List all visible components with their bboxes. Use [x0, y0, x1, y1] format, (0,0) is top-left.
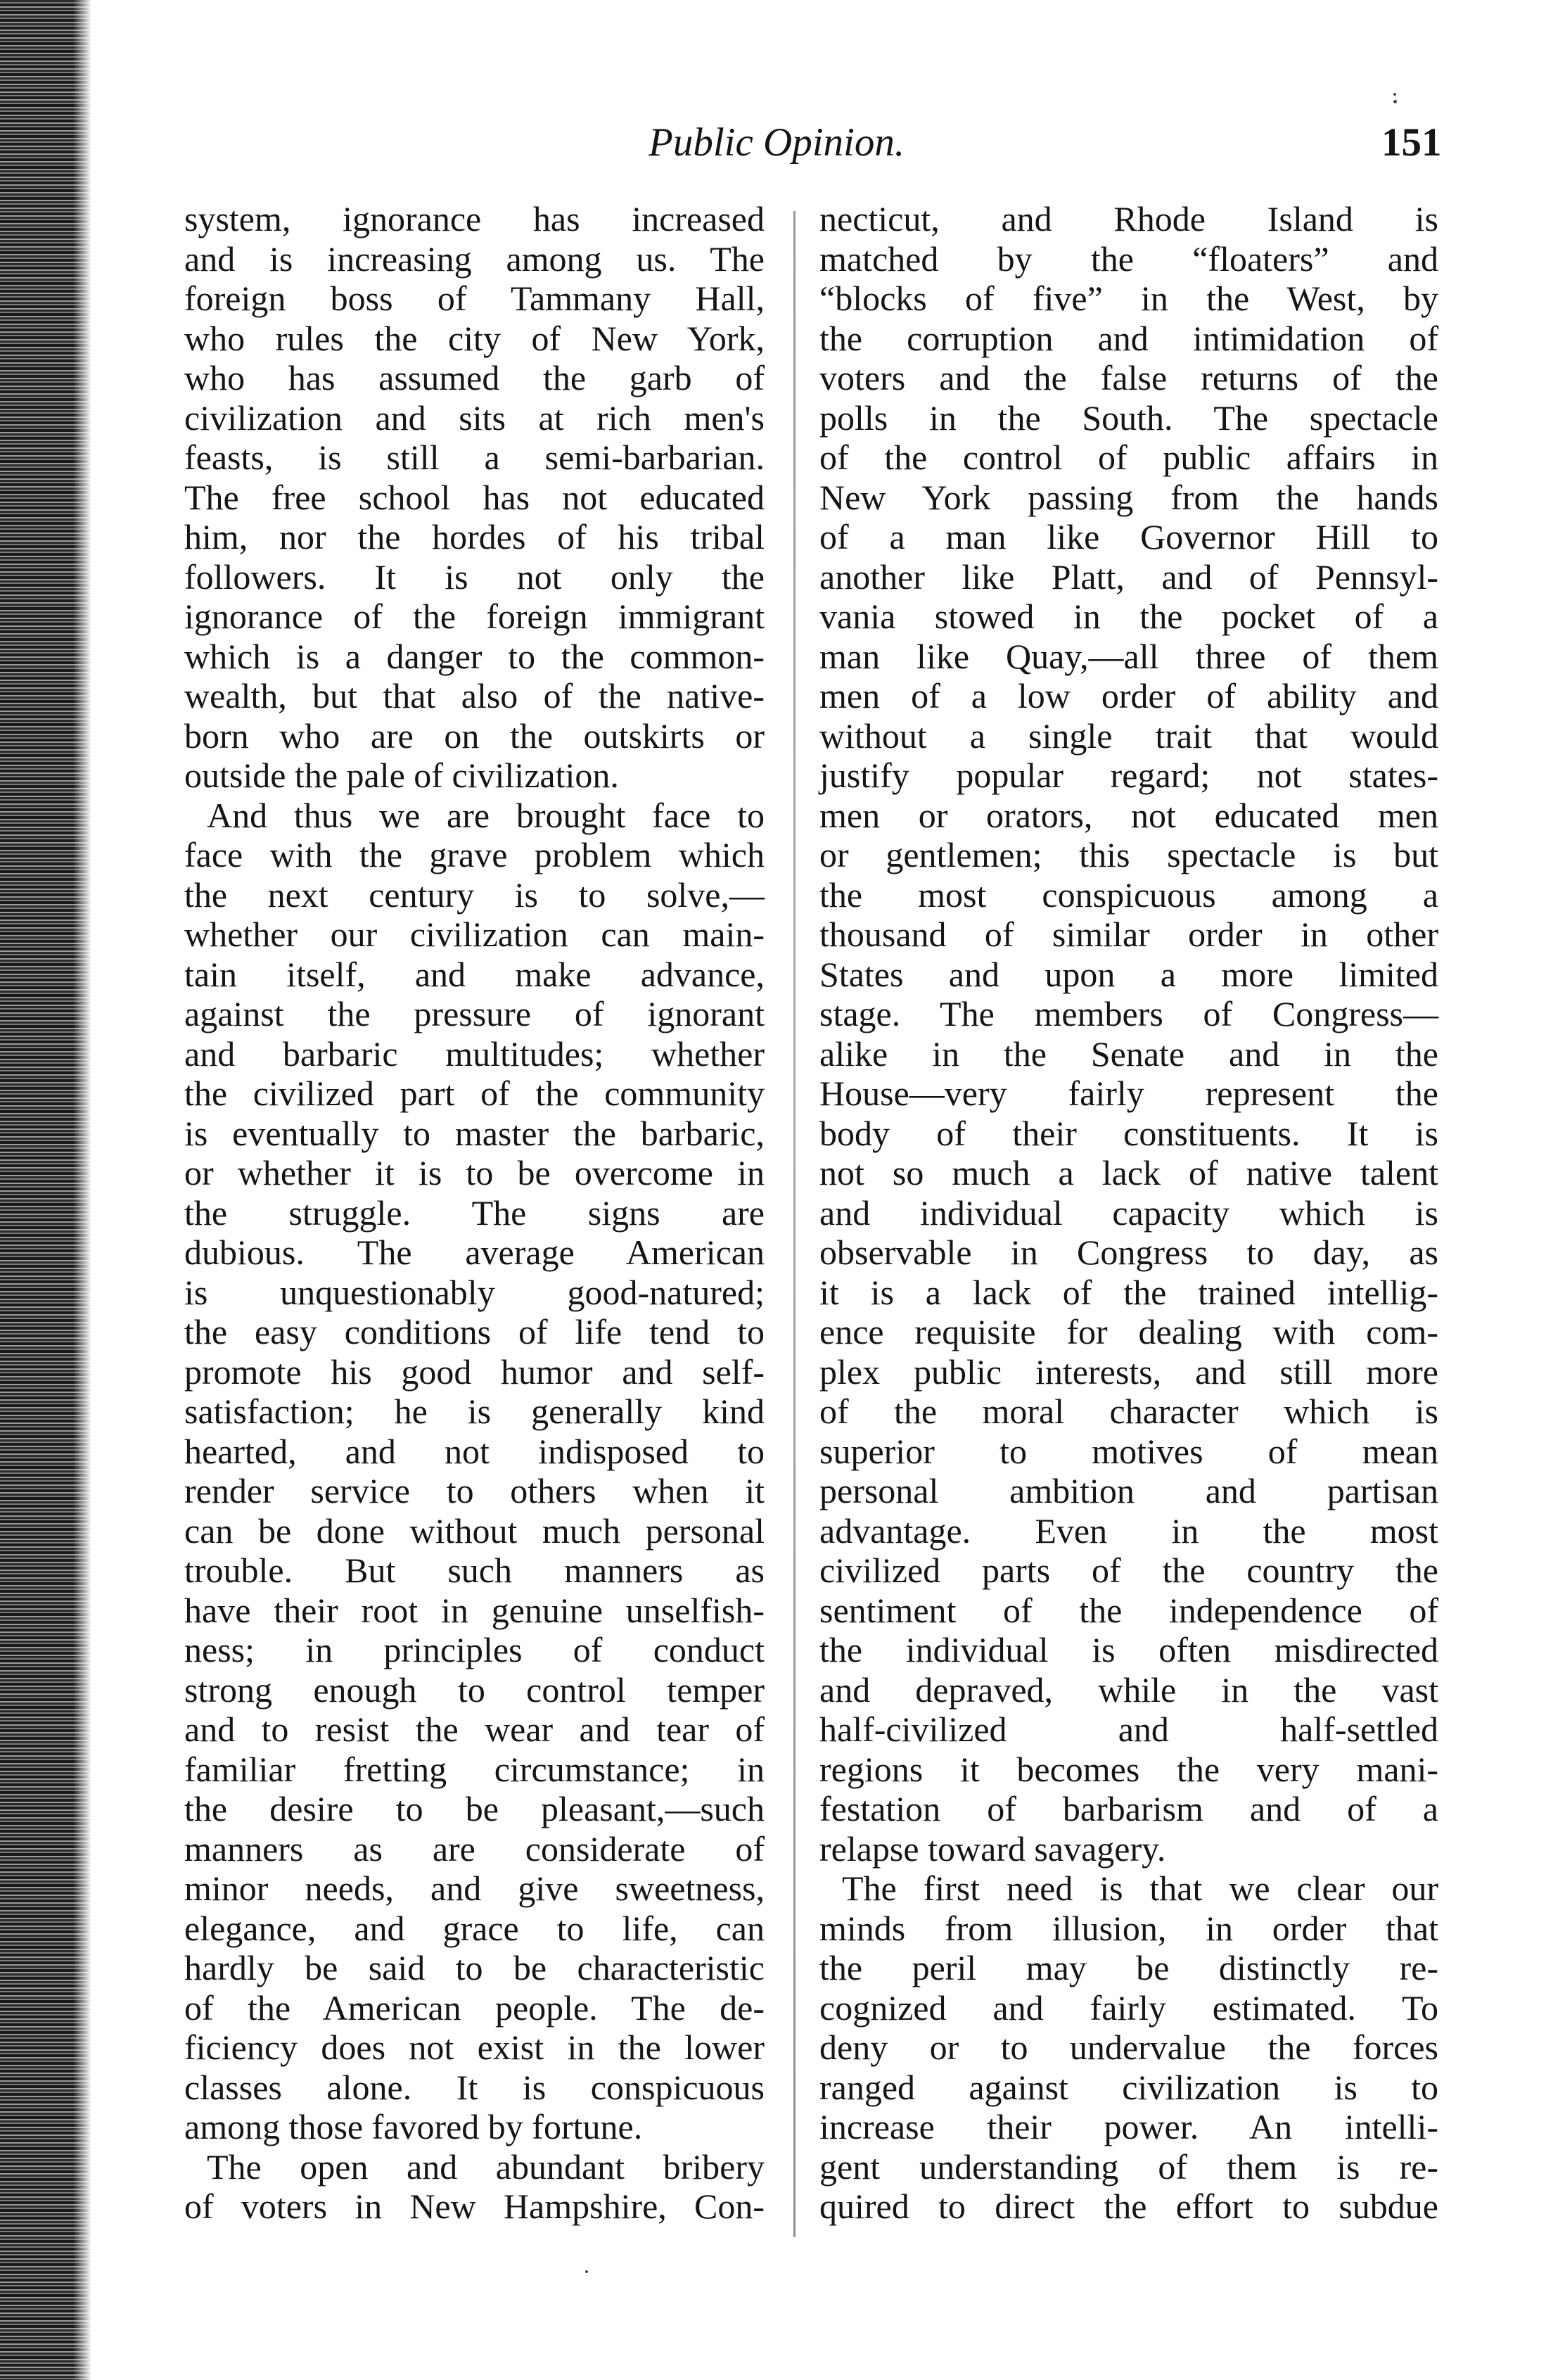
text-line: plex public interests, and still more: [819, 1351, 1438, 1392]
running-title: Public Opinion.: [649, 120, 905, 165]
text-line: increase their power. An intelli-: [819, 2107, 1438, 2146]
text-line: or gentlemen; this spectacle is but: [819, 835, 1438, 874]
text-line: quired to direct the effort to subdue: [819, 2187, 1438, 2226]
text-line: not so much a lack of native talent: [819, 1153, 1438, 1192]
print-speck: [1393, 100, 1397, 103]
text-line: is eventually to master the barbaric,: [184, 1113, 765, 1153]
text-line: of the moral character which is: [819, 1392, 1438, 1431]
text-line: among those favored by fortune.: [184, 2107, 643, 2146]
text-line: half-civilized and half-settled: [819, 1710, 1438, 1749]
text-line: trouble. But such manners as: [184, 1551, 765, 1590]
text-line: whether our civilization can main-: [184, 915, 765, 954]
text-line: stage. The members of Congress—: [819, 994, 1438, 1033]
text-line: ence requisite for dealing with com-: [819, 1312, 1438, 1351]
text-line: polls in the South. The spectacle: [819, 397, 1438, 438]
text-line: have their root in genuine unselfish-: [184, 1590, 765, 1630]
text-line: men or orators, not educated men: [819, 795, 1438, 835]
text-line: the corruption and intimidation of: [819, 318, 1438, 358]
text-line: The first need is that we clear our: [842, 1869, 1438, 1908]
text-line: who has assumed the garb of: [184, 358, 765, 397]
text-line: and individual capacity which is: [819, 1192, 1438, 1233]
text-line: thousand of similar order in other: [819, 915, 1438, 954]
page-number: 151: [1381, 120, 1442, 165]
text-line: of a man like Governor Hill to: [819, 517, 1438, 556]
text-line: satisfaction; he is generally kind: [184, 1392, 765, 1431]
text-line: classes alone. It is conspicuous: [184, 2067, 765, 2107]
text-line: who rules the city of New York,: [184, 318, 765, 358]
text-line: personal ambition and partisan: [819, 1471, 1438, 1510]
text-line: the next century is to solve,—: [184, 874, 765, 915]
text-line: dubious. The average American: [184, 1233, 765, 1272]
text-line: him, nor the hordes of his tribal: [184, 517, 765, 556]
column-divider: [793, 211, 796, 2237]
text-line: matched by the “floaters” and: [819, 238, 1438, 279]
text-line: which is a danger to the common-: [184, 636, 765, 676]
text-line: advantage. Even in the most: [819, 1510, 1438, 1551]
text-line: gent understanding of them is re-: [819, 2146, 1438, 2187]
text-line: another like Platt, and of Pennsyl-: [819, 556, 1438, 597]
text-line: the desire to be pleasant,—such: [184, 1789, 765, 1828]
text-line: deny or to undervalue the forces: [819, 2028, 1438, 2067]
text-line: it is a lack of the trained intellig-: [819, 1272, 1438, 1312]
text-line: ficiency does not exist in the lower: [184, 2028, 765, 2067]
text-line: man like Quay,—all three of them: [819, 636, 1438, 676]
text-line: without a single trait that would: [819, 715, 1438, 756]
print-speck: [585, 2270, 588, 2273]
text-line: necticut, and Rhode Island is: [819, 199, 1438, 238]
text-line: hardly be said to be characteristic: [184, 1948, 765, 1987]
text-line: festation of barbarism and of a: [819, 1789, 1438, 1828]
text-line: regions it becomes the very mani-: [819, 1749, 1438, 1789]
text-line: justify popular regard; not states-: [819, 756, 1438, 795]
text-line: or whether it is to be overcome in: [184, 1153, 765, 1192]
text-line: and to resist the wear and tear of: [184, 1710, 765, 1749]
text-line: minor needs, and give sweetness,: [184, 1869, 765, 1908]
text-line: civilization and sits at rich men's: [184, 397, 765, 438]
text-line: the civilized part of the community: [184, 1074, 765, 1113]
text-line: outside the pale of civilization.: [184, 756, 619, 795]
text-line: alike in the Senate and in the: [819, 1033, 1438, 1074]
text-line: familiar fretting circumstance; in: [184, 1749, 765, 1789]
text-line: minds from illusion, in order that: [819, 1908, 1438, 1948]
book-spine-edge: [0, 0, 91, 2380]
text-line: ignorance of the foreign immigrant: [184, 597, 765, 636]
text-line: face with the grave problem which: [184, 835, 765, 874]
text-line: the most conspicuous among a: [819, 874, 1438, 915]
text-line: relapse toward savagery.: [819, 1828, 1166, 1869]
text-line: The open and abundant bribery: [207, 2146, 765, 2187]
text-line: and depraved, while in the vast: [819, 1669, 1438, 1710]
text-line: body of their constituents. It is: [819, 1113, 1438, 1153]
text-line: of voters in New Hampshire, Con-: [184, 2187, 765, 2226]
print-speck: [1393, 93, 1396, 96]
text-line: and is increasing among us. The: [184, 238, 765, 279]
text-line: born who are on the outskirts or: [184, 715, 765, 756]
text-line: civilized parts of the country the: [819, 1551, 1438, 1590]
text-line: House—very fairly represent the: [819, 1074, 1438, 1113]
text-line: “blocks of five” in the West, by: [819, 279, 1438, 318]
text-line: and barbaric multitudes; whether: [184, 1033, 765, 1074]
text-line: The free school has not educated: [184, 477, 765, 517]
text-line: ranged against civilization is to: [819, 2067, 1438, 2107]
text-line: followers. It is not only the: [184, 556, 765, 597]
text-line: cognized and fairly estimated. To: [819, 1987, 1438, 2028]
text-line: the easy conditions of life tend to: [184, 1312, 765, 1351]
text-line: foreign boss of Tammany Hall,: [184, 279, 765, 318]
text-line: is unquestionably good-natured;: [184, 1272, 765, 1312]
text-line: feasts, is still a semi-barbarian.: [184, 438, 765, 477]
text-line: men of a low order of ability and: [819, 676, 1438, 715]
text-line: strong enough to control temper: [184, 1669, 765, 1710]
text-line: vania stowed in the pocket of a: [819, 597, 1438, 636]
text-line: promote his good humor and self-: [184, 1351, 765, 1392]
text-line: system, ignorance has increased: [184, 199, 765, 238]
right-text-column: [819, 199, 1438, 2227]
text-line: render service to others when it: [184, 1471, 765, 1510]
text-line: hearted, and not indisposed to: [184, 1431, 765, 1471]
text-line: can be done without much personal: [184, 1510, 765, 1551]
text-line: elegance, and grace to life, can: [184, 1908, 765, 1948]
text-line: of the control of public affairs in: [819, 438, 1438, 477]
text-line: observable in Congress to day, as: [819, 1233, 1438, 1272]
text-line: And thus we are brought face to: [207, 795, 765, 835]
text-line: against the pressure of ignorant: [184, 994, 765, 1033]
text-line: ness; in principles of conduct: [184, 1630, 765, 1669]
text-line: States and upon a more limited: [819, 954, 1438, 994]
text-line: superior to motives of mean: [819, 1431, 1438, 1471]
text-line: the peril may be distinctly re-: [819, 1948, 1438, 1987]
text-line: the individual is often misdirected: [819, 1630, 1438, 1669]
text-line: New York passing from the hands: [819, 477, 1438, 517]
left-text-column: [184, 199, 765, 2227]
text-line: the struggle. The signs are: [184, 1192, 765, 1233]
text-line: sentiment of the independence of: [819, 1590, 1438, 1630]
text-line: of the American people. The de-: [184, 1987, 765, 2028]
text-line: tain itself, and make advance,: [184, 954, 765, 994]
text-line: wealth, but that also of the native-: [184, 676, 765, 715]
page-header: [0, 118, 1565, 167]
text-line: manners as are considerate of: [184, 1828, 765, 1869]
text-line: voters and the false returns of the: [819, 358, 1438, 397]
